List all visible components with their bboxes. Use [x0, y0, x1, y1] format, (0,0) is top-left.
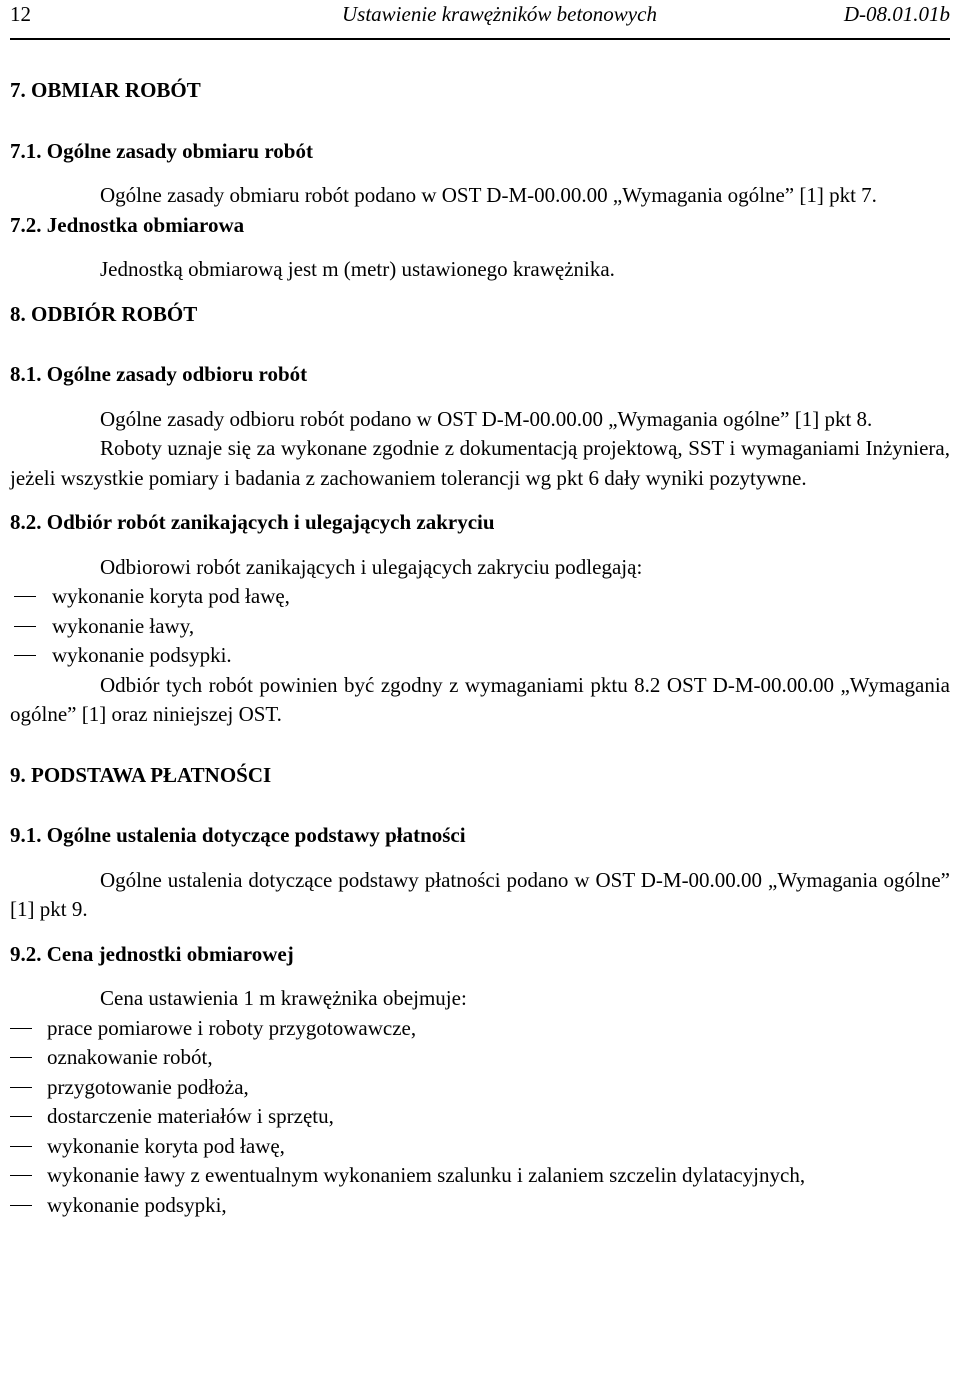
list-item: dostarczenie materiałów i sprzętu,: [10, 1102, 950, 1132]
document-title: Ustawienie krawężników betonowych: [342, 2, 657, 26]
section-7-1-heading: 7.1. Ogólne zasady obmiaru robót: [10, 138, 313, 163]
dash-bullet: [10, 1205, 32, 1206]
list-item: prace pomiarowe i roboty przygotowawcze,: [10, 1014, 950, 1044]
section-9-1-heading: 9.1. Ogólne ustalenia dotyczące podstawy płatności: [10, 823, 466, 847]
page-number: 12: [10, 2, 31, 26]
section-7-1-text: Ogólne zasady obmiaru robót podano w OST D-M-00.00.00 „Wymagania ogólne” [1] pkt 7.: [100, 183, 877, 207]
document-page: [10, 0, 950, 1220]
section-7-2-heading: 7.2. Jednostka obmiarowa: [10, 212, 245, 237]
dash-bullet: [14, 655, 36, 656]
section-7-heading: 7. OBMIAR ROBÓT: [10, 78, 201, 102]
section-8-1-heading: 8.1. Ogólne zasady odbioru robót: [10, 362, 308, 386]
dash-bullet: [14, 596, 36, 597]
list-item: wykonanie koryta pod ławę,: [10, 582, 950, 612]
header-rule: [10, 38, 950, 40]
dash-bullet: [10, 1087, 32, 1088]
list-item: oznakowanie robót,: [10, 1043, 950, 1073]
list-item: wykonanie koryta pod ławę,: [10, 1132, 950, 1162]
section-9-2-heading: 9.2. Cena jednostki obmiarowej: [10, 941, 294, 966]
section-8-1-text-1: Ogólne zasady odbioru robót podano w OST D-M-00.00.00 „Wymagania ogólne” [1] pkt 8.: [100, 406, 873, 431]
dash-bullet: [10, 1028, 32, 1029]
section-9-1-text: Ogólne ustalenia dotyczące podstawy płatności podano w OST D-M-00.00.00 „Wymagania ogólne” [1] pkt 9.: [10, 867, 950, 921]
list-item: wykonanie ławy,: [10, 612, 950, 642]
section-8-2-list: [10, 582, 950, 671]
list-item: wykonanie podsypki.: [10, 641, 950, 671]
list-item: wykonanie ławy z ewentualnym wykonaniem szalunku i zalaniem szczelin dylatacyjnych,: [10, 1161, 950, 1191]
section-9-2-intro: Cena ustawienia 1 m krawężnika obejmuje:: [100, 986, 467, 1010]
list-item: przygotowanie podłoża,: [10, 1073, 950, 1103]
dash-bullet: [10, 1057, 32, 1058]
section-8-1-text-2: Roboty uznaje się za wykonane zgodnie z dokumentacją projektową, SST i wymaganiami Inżyniera, jeżeli wszystkie pomiary i badania z zachowaniem tolerancji wg pkt 6 dały wyniki pozytywne.: [10, 436, 950, 490]
section-8-2-heading: 8.2. Odbiór robót zanikających i ulegających zakryciu: [10, 510, 495, 534]
section-9-2-list: [10, 1014, 950, 1221]
section-9-heading: 9. PODSTAWA PŁATNOŚCI: [10, 762, 272, 787]
dash-bullet: [14, 626, 36, 627]
list-item: wykonanie podsypki,: [10, 1191, 950, 1221]
section-7-2-text: Jednostką obmiarową jest m (metr) ustawionego krawężnika.: [100, 257, 615, 281]
document-code: D-08.01.01b: [843, 2, 950, 26]
section-8-heading: 8. ODBIÓR ROBÓT: [10, 301, 198, 326]
section-8-2-outro: Odbiór tych robót powinien być zgodny z wymaganiami pktu 8.2 OST D-M-00.00.00 „Wymagania ogólne” [1] oraz niniejszej OST.: [10, 672, 950, 726]
dash-bullet: [10, 1146, 32, 1147]
section-8-2-intro: Odbiorowi robót zanikających i ulegających zakryciu podlegają:: [100, 554, 643, 579]
dash-bullet: [10, 1116, 32, 1117]
running-header: [10, 0, 950, 34]
dash-bullet: [10, 1175, 32, 1176]
